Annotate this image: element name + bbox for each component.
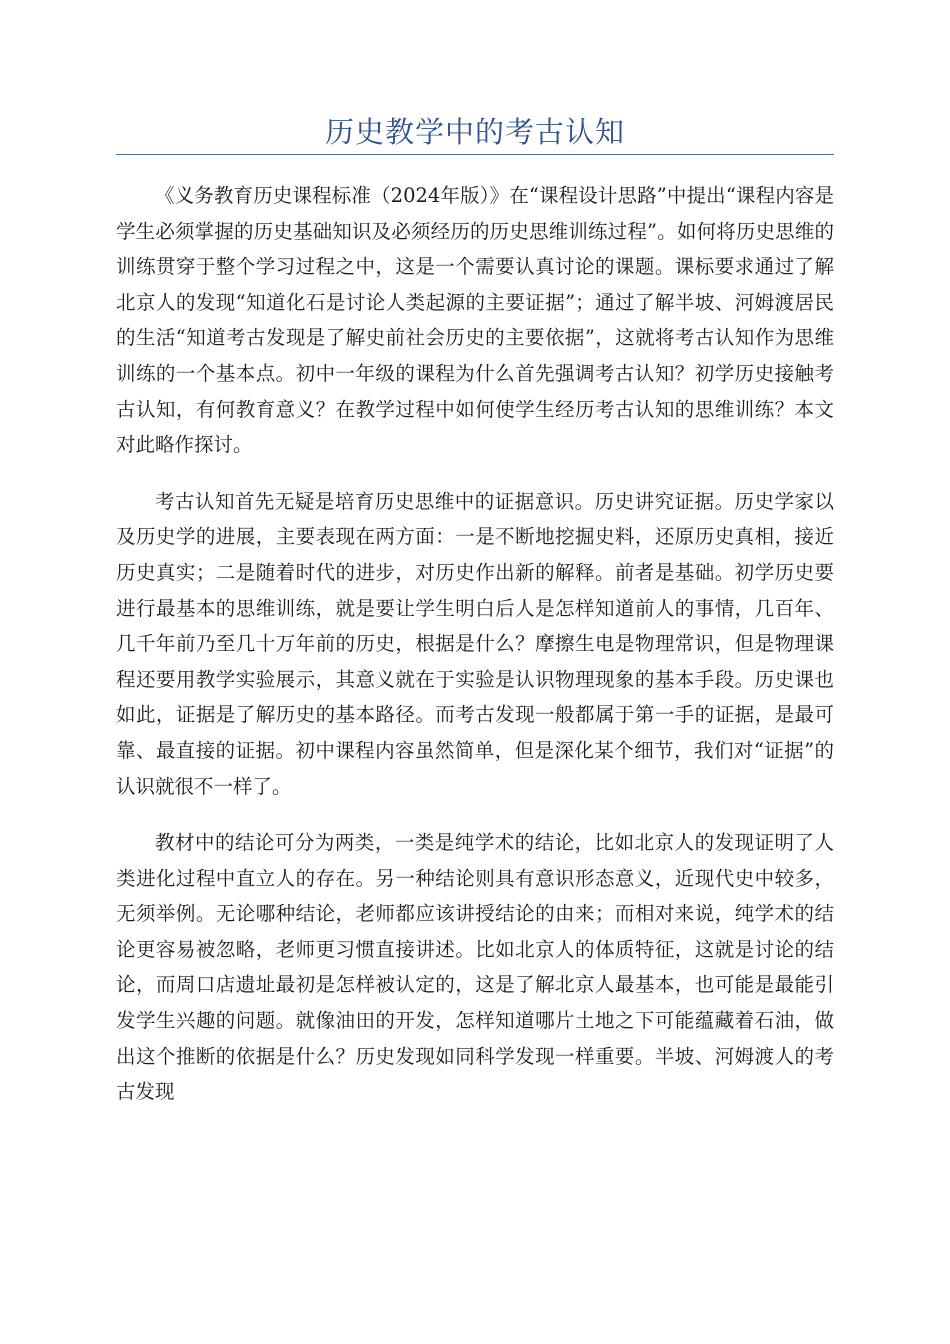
paragraph-1: 《义务教育历史课程标准（2024年版）》在“课程设计思路”中提出“课程内容是学生必须掌握的历史基础知识及必须经历的历史思维训练过程”。如何将历史思维的训练贯穿于整个学习过程之中，这是一个需要认真讨论的课题。课标要求通过了解北京人的发现“知道化石是讨论人类起源的主要证据”；通过了解半坡、河姆渡居民的生活“知道考古发现是了解史前社会历史的主要依据”，这就将考古认知作为思维训练的一个基本点。初中一年级的课程为什么首先强调考古认知？初学历史接触考古认知，有何教育意义？在教学过程中如何使学生经历考古认知的思维训练？本文对此略作探讨。	[116, 184, 834, 457]
document-body	[116, 178, 834, 1131]
paragraph-2: 考古认知首先无疑是培育历史思维中的证据意识。历史讲究证据。历史学家以及历史学的进展，主要表现在两方面：一是不断地挖掘史料，还原历史真相，接近历史真实；二是随着时代的进步，对历史作出新的解释。前者是基础。初学历史要进行最基本的思维训练，就是要让学生明白后人是怎样知道前人的事情，几百年、几千年前乃至几十万年前的历史，根据是什么？摩擦生电是物理常识，但是物理课程还要用教学实验展示，其意义就在于实验是认识物理现象的基本手段。历史课也如此，证据是了解历史的基本路径。而考古发现一般都属于第一手的证据，是最可靠、最直接的证据。初中课程内容虽然简单，但是深化某个细节，我们对“证据”的认识就很不一样了。	[116, 489, 834, 798]
title-underline	[116, 154, 834, 155]
document-title: 历史教学中的考古认知	[324, 115, 625, 149]
paragraph-3: 教材中的结论可分为两类，一类是纯学术的结论，比如北京人的发现证明了人类进化过程中直立人的存在。另一种结论则具有意识形态意义，近现代史中较多，无须举例。无论哪种结论，老师都应该讲授结论的由来；而相对来说，纯学术的结论更容易被忽略，老师更习惯直接讲述。比如北京人的体质特征，这就是讨论的结论，而周口店遗址最初是怎样被认定的，这是了解北京人最基本，也可能是最能引发学生兴趣的问题。就像油田的开发，怎样知道哪片土地之下可能蕴藏着石油，做出这个推断的依据是什么？历史发现如同科学发现一样重要。半坡、河姆渡人的考古发现	[116, 831, 834, 1104]
